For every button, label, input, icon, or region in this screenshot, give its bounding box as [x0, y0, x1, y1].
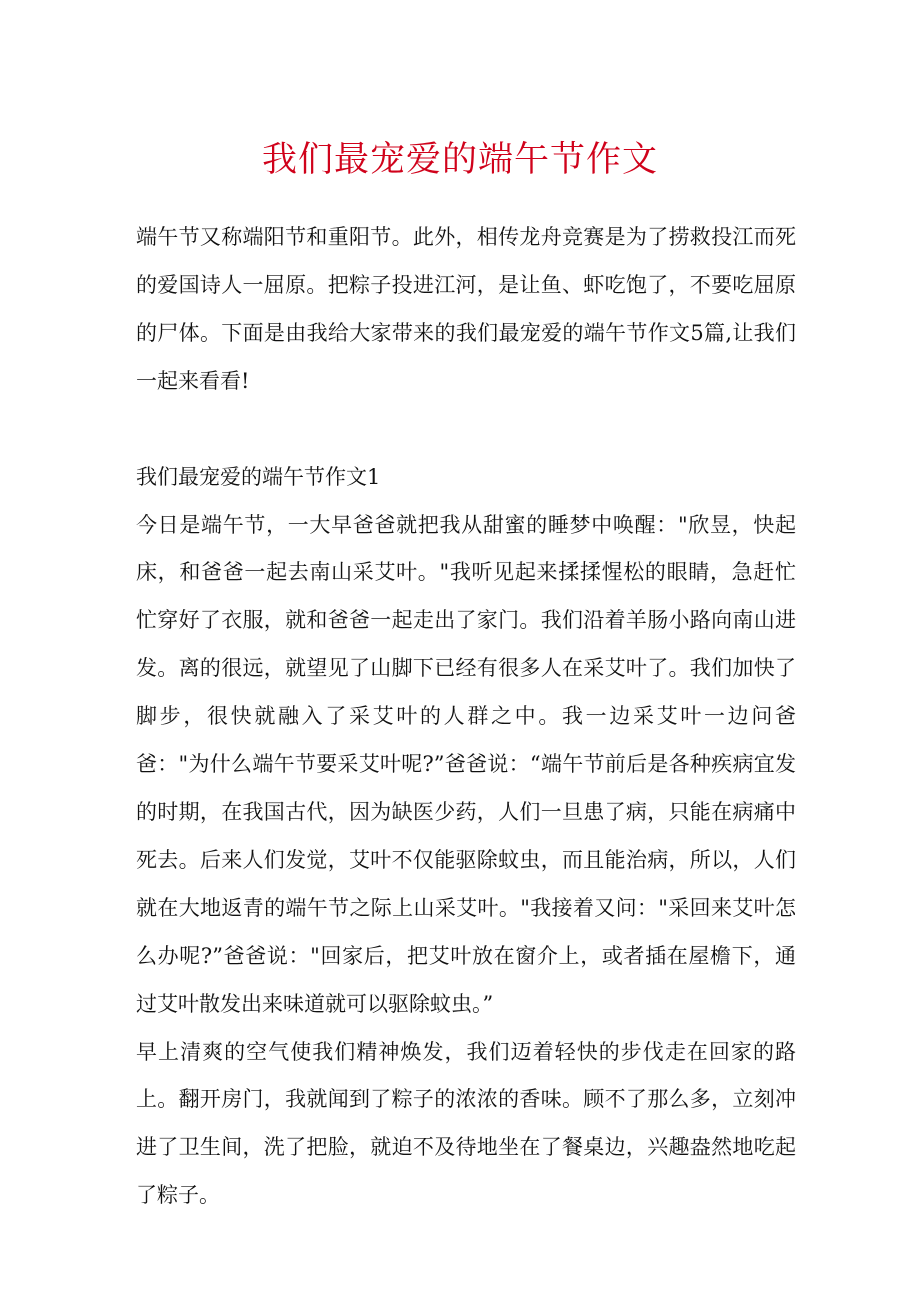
intro-paragraph: 端午节又称端阳节和重阳节。此外，相传龙舟竞赛是为了捞救投江而死的爱国诗人一屈原。把粽子投进江河，是让鱼、虾吃饱了，不要吃屈原的尸体。下面是由我给大家带来的我们最宠爱的端午节作文5篇,让我们一起来看看! — [136, 225, 796, 393]
section-heading: 我们最宠爱的端午节作文1 — [136, 464, 381, 489]
paragraph-spacer — [136, 406, 796, 454]
body-paragraph-2: 早上清爽的空气使我们精神焕发，我们迈着轻快的步伐走在回家的路上。翻开房门，我就闻到了粽子的浓浓的香味。顾不了那么多，立刻冲进了卫生间，洗了把脸，就迫不及待地坐在了餐桌边，兴趣盎然地吃起了粽子。 — [136, 1039, 796, 1208]
body-paragraph-1: 今日是端午节，一大早爸爸就把我从甜蜜的睡梦中唤醒："欣昱，快起床，和爸爸一起去南山采艾叶。"我听见起来揉揉惺松的眼睛，急赶忙忙穿好了衣服，就和爸爸一起走出了家门。我们沿着羊肠小路向南山进发。离的很远，就望见了山脚下已经有很多人在采艾叶了。我们加快了脚步，很快就融入了采艾叶的人群之中。我一边采艾叶一边问爸爸："为什么端午节要采艾叶呢?”爸爸说：“端午节前后是各种疾病宜发的时期，在我国古代，因为缺医少药，人们一旦患了病，只能在病痛中死去。后来人们发觉，艾叶不仅能驱除蚊虫，而且能治病，所以，人们就在大地返青的端午节之际上山采艾叶。"我接着又问："采回来艾叶怎么办呢?”爸爸说："回家后，把艾叶放在窗介上，或者插在屋檐下，通过艾叶散发出来味道就可以驱除蚊虫。” — [136, 512, 796, 1016]
page-title: 我们最宠爱的端午节作文 — [261, 140, 658, 180]
document-body — [136, 214, 796, 1220]
